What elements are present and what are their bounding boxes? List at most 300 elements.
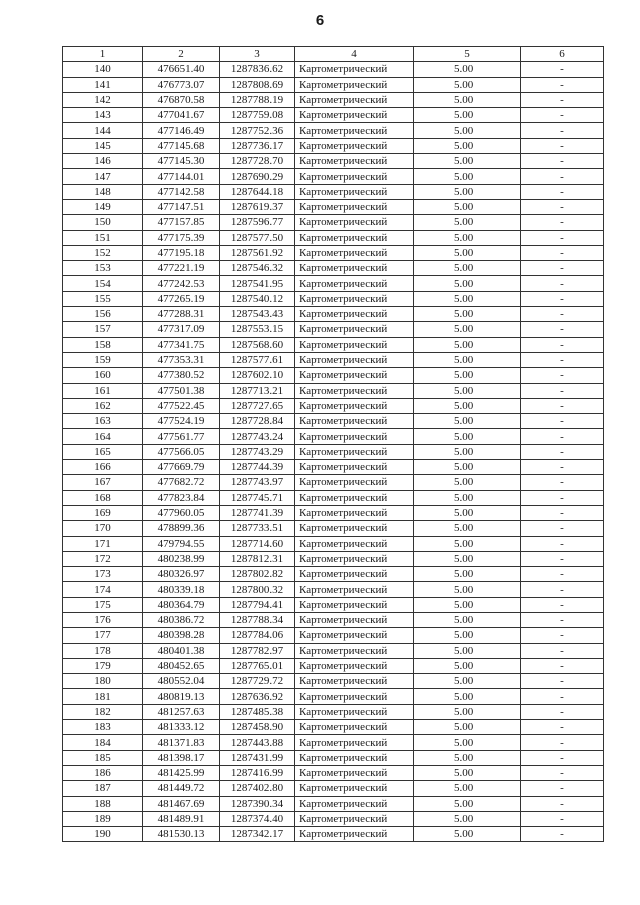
note-cell: - bbox=[521, 398, 604, 413]
x-coordinate-cell: 477146.49 bbox=[143, 123, 220, 138]
method-cell: Картометрический bbox=[295, 521, 414, 536]
method-cell: Картометрический bbox=[295, 215, 414, 230]
accuracy-cell: 5.00 bbox=[414, 811, 521, 826]
x-coordinate-cell: 477221.19 bbox=[143, 261, 220, 276]
accuracy-cell: 5.00 bbox=[414, 597, 521, 612]
method-cell: Картометрический bbox=[295, 154, 414, 169]
method-cell: Картометрический bbox=[295, 245, 414, 260]
point-number-cell: 177 bbox=[63, 628, 143, 643]
table-row bbox=[63, 612, 604, 627]
y-coordinate-cell: 1287836.62 bbox=[220, 62, 295, 77]
note-cell: - bbox=[521, 796, 604, 811]
point-number-cell: 181 bbox=[63, 689, 143, 704]
point-number-cell: 157 bbox=[63, 322, 143, 337]
point-number-cell: 169 bbox=[63, 505, 143, 520]
point-number-cell: 172 bbox=[63, 551, 143, 566]
point-number-cell: 164 bbox=[63, 429, 143, 444]
y-coordinate-cell: 1287577.50 bbox=[220, 230, 295, 245]
point-number-cell: 148 bbox=[63, 184, 143, 199]
point-number-cell: 150 bbox=[63, 215, 143, 230]
table-row bbox=[63, 230, 604, 245]
y-coordinate-cell: 1287390.34 bbox=[220, 796, 295, 811]
y-coordinate-cell: 1287714.60 bbox=[220, 536, 295, 551]
note-cell: - bbox=[521, 62, 604, 77]
x-coordinate-cell: 477145.30 bbox=[143, 154, 220, 169]
note-cell: - bbox=[521, 674, 604, 689]
accuracy-cell: 5.00 bbox=[414, 215, 521, 230]
table-row bbox=[63, 184, 604, 199]
note-cell: - bbox=[521, 199, 604, 214]
accuracy-cell: 5.00 bbox=[414, 796, 521, 811]
x-coordinate-cell: 480401.38 bbox=[143, 643, 220, 658]
point-number-cell: 155 bbox=[63, 291, 143, 306]
method-cell: Картометрический bbox=[295, 322, 414, 337]
table-row bbox=[63, 276, 604, 291]
note-cell: - bbox=[521, 307, 604, 322]
accuracy-cell: 5.00 bbox=[414, 827, 521, 842]
accuracy-cell: 5.00 bbox=[414, 276, 521, 291]
x-coordinate-cell: 481425.99 bbox=[143, 765, 220, 780]
table-row bbox=[63, 781, 604, 796]
table-row bbox=[63, 215, 604, 230]
y-coordinate-cell: 1287374.40 bbox=[220, 811, 295, 826]
x-coordinate-cell: 477195.18 bbox=[143, 245, 220, 260]
table-row bbox=[63, 337, 604, 352]
method-cell: Картометрический bbox=[295, 827, 414, 842]
table-row bbox=[63, 123, 604, 138]
point-number-cell: 186 bbox=[63, 765, 143, 780]
x-coordinate-cell: 481449.72 bbox=[143, 781, 220, 796]
column-header-3: 3 bbox=[220, 47, 295, 62]
y-coordinate-cell: 1287788.19 bbox=[220, 92, 295, 107]
y-coordinate-cell: 1287765.01 bbox=[220, 658, 295, 673]
x-coordinate-cell: 476651.40 bbox=[143, 62, 220, 77]
y-coordinate-cell: 1287728.84 bbox=[220, 414, 295, 429]
column-header-1: 1 bbox=[63, 47, 143, 62]
accuracy-cell: 5.00 bbox=[414, 429, 521, 444]
method-cell: Картометрический bbox=[295, 643, 414, 658]
method-cell: Картометрический bbox=[295, 77, 414, 92]
y-coordinate-cell: 1287342.17 bbox=[220, 827, 295, 842]
point-number-cell: 165 bbox=[63, 444, 143, 459]
point-number-cell: 184 bbox=[63, 735, 143, 750]
accuracy-cell: 5.00 bbox=[414, 612, 521, 627]
method-cell: Картометрический bbox=[295, 765, 414, 780]
note-cell: - bbox=[521, 460, 604, 475]
note-cell: - bbox=[521, 444, 604, 459]
y-coordinate-cell: 1287728.70 bbox=[220, 154, 295, 169]
accuracy-cell: 5.00 bbox=[414, 199, 521, 214]
table-row bbox=[63, 689, 604, 704]
y-coordinate-cell: 1287759.08 bbox=[220, 108, 295, 123]
method-cell: Картометрический bbox=[295, 536, 414, 551]
note-cell: - bbox=[521, 92, 604, 107]
point-number-cell: 151 bbox=[63, 230, 143, 245]
x-coordinate-cell: 480552.04 bbox=[143, 674, 220, 689]
table-row bbox=[63, 765, 604, 780]
point-number-cell: 163 bbox=[63, 414, 143, 429]
accuracy-cell: 5.00 bbox=[414, 230, 521, 245]
x-coordinate-cell: 477147.51 bbox=[143, 199, 220, 214]
table-row bbox=[63, 628, 604, 643]
y-coordinate-cell: 1287402.80 bbox=[220, 781, 295, 796]
y-coordinate-cell: 1287443.88 bbox=[220, 735, 295, 750]
note-cell: - bbox=[521, 108, 604, 123]
table-row bbox=[63, 521, 604, 536]
x-coordinate-cell: 477317.09 bbox=[143, 322, 220, 337]
note-cell: - bbox=[521, 291, 604, 306]
note-cell: - bbox=[521, 77, 604, 92]
accuracy-cell: 5.00 bbox=[414, 123, 521, 138]
method-cell: Картометрический bbox=[295, 92, 414, 107]
table-row bbox=[63, 307, 604, 322]
x-coordinate-cell: 476870.58 bbox=[143, 92, 220, 107]
point-number-cell: 179 bbox=[63, 658, 143, 673]
point-number-cell: 173 bbox=[63, 567, 143, 582]
accuracy-cell: 5.00 bbox=[414, 337, 521, 352]
table-row bbox=[63, 582, 604, 597]
table-row bbox=[63, 658, 604, 673]
x-coordinate-cell: 481398.17 bbox=[143, 750, 220, 765]
point-number-cell: 175 bbox=[63, 597, 143, 612]
note-cell: - bbox=[521, 261, 604, 276]
y-coordinate-cell: 1287644.18 bbox=[220, 184, 295, 199]
x-coordinate-cell: 477265.19 bbox=[143, 291, 220, 306]
table-row bbox=[63, 475, 604, 490]
note-cell: - bbox=[521, 368, 604, 383]
y-coordinate-cell: 1287800.32 bbox=[220, 582, 295, 597]
x-coordinate-cell: 477561.77 bbox=[143, 429, 220, 444]
note-cell: - bbox=[521, 536, 604, 551]
table-row bbox=[63, 444, 604, 459]
point-number-cell: 180 bbox=[63, 674, 143, 689]
note-cell: - bbox=[521, 643, 604, 658]
note-cell: - bbox=[521, 612, 604, 627]
note-cell: - bbox=[521, 765, 604, 780]
point-number-cell: 185 bbox=[63, 750, 143, 765]
accuracy-cell: 5.00 bbox=[414, 352, 521, 367]
note-cell: - bbox=[521, 154, 604, 169]
table-row bbox=[63, 77, 604, 92]
note-cell: - bbox=[521, 582, 604, 597]
y-coordinate-cell: 1287736.17 bbox=[220, 138, 295, 153]
point-number-cell: 178 bbox=[63, 643, 143, 658]
x-coordinate-cell: 481257.63 bbox=[143, 704, 220, 719]
point-number-cell: 147 bbox=[63, 169, 143, 184]
column-header-6: 6 bbox=[521, 47, 604, 62]
note-cell: - bbox=[521, 352, 604, 367]
x-coordinate-cell: 478899.36 bbox=[143, 521, 220, 536]
point-number-cell: 140 bbox=[63, 62, 143, 77]
table-row bbox=[63, 674, 604, 689]
y-coordinate-cell: 1287784.06 bbox=[220, 628, 295, 643]
point-number-cell: 142 bbox=[63, 92, 143, 107]
point-number-cell: 154 bbox=[63, 276, 143, 291]
y-coordinate-cell: 1287546.32 bbox=[220, 261, 295, 276]
accuracy-cell: 5.00 bbox=[414, 322, 521, 337]
table-row bbox=[63, 352, 604, 367]
point-number-cell: 143 bbox=[63, 108, 143, 123]
x-coordinate-cell: 477566.05 bbox=[143, 444, 220, 459]
x-coordinate-cell: 477144.01 bbox=[143, 169, 220, 184]
accuracy-cell: 5.00 bbox=[414, 567, 521, 582]
accuracy-cell: 5.00 bbox=[414, 490, 521, 505]
x-coordinate-cell: 480364.79 bbox=[143, 597, 220, 612]
method-cell: Картометрический bbox=[295, 291, 414, 306]
method-cell: Картометрический bbox=[295, 444, 414, 459]
method-cell: Картометрический bbox=[295, 551, 414, 566]
x-coordinate-cell: 477823.84 bbox=[143, 490, 220, 505]
x-coordinate-cell: 477041.67 bbox=[143, 108, 220, 123]
accuracy-cell: 5.00 bbox=[414, 720, 521, 735]
note-cell: - bbox=[521, 567, 604, 582]
accuracy-cell: 5.00 bbox=[414, 658, 521, 673]
method-cell: Картометрический bbox=[295, 62, 414, 77]
method-cell: Картометрический bbox=[295, 704, 414, 719]
y-coordinate-cell: 1287788.34 bbox=[220, 612, 295, 627]
table-row bbox=[63, 414, 604, 429]
method-cell: Картометрический bbox=[295, 337, 414, 352]
note-cell: - bbox=[521, 322, 604, 337]
y-coordinate-cell: 1287540.12 bbox=[220, 291, 295, 306]
note-cell: - bbox=[521, 429, 604, 444]
method-cell: Картометрический bbox=[295, 276, 414, 291]
table-row bbox=[63, 245, 604, 260]
y-coordinate-cell: 1287782.97 bbox=[220, 643, 295, 658]
point-number-cell: 159 bbox=[63, 352, 143, 367]
point-number-cell: 156 bbox=[63, 307, 143, 322]
table-row bbox=[63, 796, 604, 811]
point-number-cell: 183 bbox=[63, 720, 143, 735]
accuracy-cell: 5.00 bbox=[414, 368, 521, 383]
method-cell: Картометрический bbox=[295, 628, 414, 643]
table-row bbox=[63, 368, 604, 383]
point-number-cell: 141 bbox=[63, 77, 143, 92]
accuracy-cell: 5.00 bbox=[414, 536, 521, 551]
accuracy-cell: 5.00 bbox=[414, 414, 521, 429]
table-row bbox=[63, 62, 604, 77]
y-coordinate-cell: 1287577.61 bbox=[220, 352, 295, 367]
x-coordinate-cell: 477175.39 bbox=[143, 230, 220, 245]
y-coordinate-cell: 1287568.60 bbox=[220, 337, 295, 352]
accuracy-cell: 5.00 bbox=[414, 674, 521, 689]
y-coordinate-cell: 1287596.77 bbox=[220, 215, 295, 230]
accuracy-cell: 5.00 bbox=[414, 704, 521, 719]
accuracy-cell: 5.00 bbox=[414, 643, 521, 658]
method-cell: Картометрический bbox=[295, 750, 414, 765]
method-cell: Картометрический bbox=[295, 582, 414, 597]
accuracy-cell: 5.00 bbox=[414, 398, 521, 413]
table-row bbox=[63, 261, 604, 276]
accuracy-cell: 5.00 bbox=[414, 475, 521, 490]
accuracy-cell: 5.00 bbox=[414, 750, 521, 765]
point-number-cell: 158 bbox=[63, 337, 143, 352]
method-cell: Картометрический bbox=[295, 138, 414, 153]
y-coordinate-cell: 1287431.99 bbox=[220, 750, 295, 765]
point-number-cell: 166 bbox=[63, 460, 143, 475]
method-cell: Картометрический bbox=[295, 429, 414, 444]
y-coordinate-cell: 1287713.21 bbox=[220, 383, 295, 398]
y-coordinate-cell: 1287416.99 bbox=[220, 765, 295, 780]
accuracy-cell: 5.00 bbox=[414, 62, 521, 77]
method-cell: Картометрический bbox=[295, 199, 414, 214]
table-row bbox=[63, 138, 604, 153]
table-row bbox=[63, 92, 604, 107]
point-number-cell: 146 bbox=[63, 154, 143, 169]
point-number-cell: 190 bbox=[63, 827, 143, 842]
accuracy-cell: 5.00 bbox=[414, 108, 521, 123]
x-coordinate-cell: 479794.55 bbox=[143, 536, 220, 551]
note-cell: - bbox=[521, 658, 604, 673]
method-cell: Картометрический bbox=[295, 781, 414, 796]
point-number-cell: 161 bbox=[63, 383, 143, 398]
note-cell: - bbox=[521, 781, 604, 796]
table-row bbox=[63, 505, 604, 520]
table-row bbox=[63, 108, 604, 123]
y-coordinate-cell: 1287636.92 bbox=[220, 689, 295, 704]
method-cell: Картометрический bbox=[295, 811, 414, 826]
x-coordinate-cell: 477288.31 bbox=[143, 307, 220, 322]
table-row bbox=[63, 154, 604, 169]
x-coordinate-cell: 481467.69 bbox=[143, 796, 220, 811]
y-coordinate-cell: 1287752.36 bbox=[220, 123, 295, 138]
accuracy-cell: 5.00 bbox=[414, 505, 521, 520]
note-cell: - bbox=[521, 735, 604, 750]
x-coordinate-cell: 477522.45 bbox=[143, 398, 220, 413]
table-row bbox=[63, 720, 604, 735]
method-cell: Картометрический bbox=[295, 658, 414, 673]
accuracy-cell: 5.00 bbox=[414, 582, 521, 597]
point-number-cell: 145 bbox=[63, 138, 143, 153]
y-coordinate-cell: 1287743.97 bbox=[220, 475, 295, 490]
point-number-cell: 168 bbox=[63, 490, 143, 505]
x-coordinate-cell: 477242.53 bbox=[143, 276, 220, 291]
table-row bbox=[63, 735, 604, 750]
point-number-cell: 149 bbox=[63, 199, 143, 214]
y-coordinate-cell: 1287543.43 bbox=[220, 307, 295, 322]
y-coordinate-cell: 1287743.29 bbox=[220, 444, 295, 459]
method-cell: Картометрический bbox=[295, 368, 414, 383]
note-cell: - bbox=[521, 490, 604, 505]
method-cell: Картометрический bbox=[295, 230, 414, 245]
note-cell: - bbox=[521, 827, 604, 842]
note-cell: - bbox=[521, 597, 604, 612]
note-cell: - bbox=[521, 276, 604, 291]
method-cell: Картометрический bbox=[295, 460, 414, 475]
y-coordinate-cell: 1287561.92 bbox=[220, 245, 295, 260]
accuracy-cell: 5.00 bbox=[414, 521, 521, 536]
x-coordinate-cell: 477669.79 bbox=[143, 460, 220, 475]
x-coordinate-cell: 476773.07 bbox=[143, 77, 220, 92]
accuracy-cell: 5.00 bbox=[414, 628, 521, 643]
x-coordinate-cell: 481489.91 bbox=[143, 811, 220, 826]
accuracy-cell: 5.00 bbox=[414, 383, 521, 398]
method-cell: Картометрический bbox=[295, 383, 414, 398]
accuracy-cell: 5.00 bbox=[414, 781, 521, 796]
method-cell: Картометрический bbox=[295, 490, 414, 505]
y-coordinate-cell: 1287743.24 bbox=[220, 429, 295, 444]
x-coordinate-cell: 480326.97 bbox=[143, 567, 220, 582]
y-coordinate-cell: 1287745.71 bbox=[220, 490, 295, 505]
x-coordinate-cell: 477380.52 bbox=[143, 368, 220, 383]
x-coordinate-cell: 481333.12 bbox=[143, 720, 220, 735]
note-cell: - bbox=[521, 230, 604, 245]
column-header-5: 5 bbox=[414, 47, 521, 62]
table-row bbox=[63, 567, 604, 582]
x-coordinate-cell: 477501.38 bbox=[143, 383, 220, 398]
accuracy-cell: 5.00 bbox=[414, 245, 521, 260]
y-coordinate-cell: 1287619.37 bbox=[220, 199, 295, 214]
point-number-cell: 170 bbox=[63, 521, 143, 536]
table-row bbox=[63, 811, 604, 826]
x-coordinate-cell: 480819.13 bbox=[143, 689, 220, 704]
method-cell: Картометрический bbox=[295, 108, 414, 123]
point-number-cell: 167 bbox=[63, 475, 143, 490]
y-coordinate-cell: 1287553.15 bbox=[220, 322, 295, 337]
column-header-4: 4 bbox=[295, 47, 414, 62]
accuracy-cell: 5.00 bbox=[414, 689, 521, 704]
y-coordinate-cell: 1287744.39 bbox=[220, 460, 295, 475]
method-cell: Картометрический bbox=[295, 123, 414, 138]
accuracy-cell: 5.00 bbox=[414, 551, 521, 566]
x-coordinate-cell: 480238.99 bbox=[143, 551, 220, 566]
note-cell: - bbox=[521, 689, 604, 704]
method-cell: Картометрический bbox=[295, 567, 414, 582]
note-cell: - bbox=[521, 750, 604, 765]
x-coordinate-cell: 480386.72 bbox=[143, 612, 220, 627]
y-coordinate-cell: 1287802.82 bbox=[220, 567, 295, 582]
method-cell: Картометрический bbox=[295, 796, 414, 811]
note-cell: - bbox=[521, 337, 604, 352]
point-number-cell: 171 bbox=[63, 536, 143, 551]
x-coordinate-cell: 477682.72 bbox=[143, 475, 220, 490]
point-number-cell: 160 bbox=[63, 368, 143, 383]
note-cell: - bbox=[521, 628, 604, 643]
x-coordinate-cell: 477524.19 bbox=[143, 414, 220, 429]
table-row bbox=[63, 429, 604, 444]
method-cell: Картометрический bbox=[295, 475, 414, 490]
x-coordinate-cell: 477142.58 bbox=[143, 184, 220, 199]
note-cell: - bbox=[521, 704, 604, 719]
accuracy-cell: 5.00 bbox=[414, 169, 521, 184]
accuracy-cell: 5.00 bbox=[414, 77, 521, 92]
point-number-cell: 182 bbox=[63, 704, 143, 719]
column-header-2: 2 bbox=[143, 47, 220, 62]
note-cell: - bbox=[521, 383, 604, 398]
accuracy-cell: 5.00 bbox=[414, 261, 521, 276]
method-cell: Картометрический bbox=[295, 720, 414, 735]
note-cell: - bbox=[521, 505, 604, 520]
accuracy-cell: 5.00 bbox=[414, 735, 521, 750]
x-coordinate-cell: 481530.13 bbox=[143, 827, 220, 842]
point-number-cell: 152 bbox=[63, 245, 143, 260]
accuracy-cell: 5.00 bbox=[414, 138, 521, 153]
table-row bbox=[63, 169, 604, 184]
y-coordinate-cell: 1287485.38 bbox=[220, 704, 295, 719]
table-header-row bbox=[63, 47, 604, 62]
note-cell: - bbox=[521, 551, 604, 566]
note-cell: - bbox=[521, 245, 604, 260]
method-cell: Картометрический bbox=[295, 597, 414, 612]
x-coordinate-cell: 477353.31 bbox=[143, 352, 220, 367]
table-body bbox=[63, 62, 604, 842]
table-row bbox=[63, 551, 604, 566]
method-cell: Картометрический bbox=[295, 674, 414, 689]
y-coordinate-cell: 1287690.29 bbox=[220, 169, 295, 184]
note-cell: - bbox=[521, 138, 604, 153]
method-cell: Картометрический bbox=[295, 612, 414, 627]
y-coordinate-cell: 1287741.39 bbox=[220, 505, 295, 520]
